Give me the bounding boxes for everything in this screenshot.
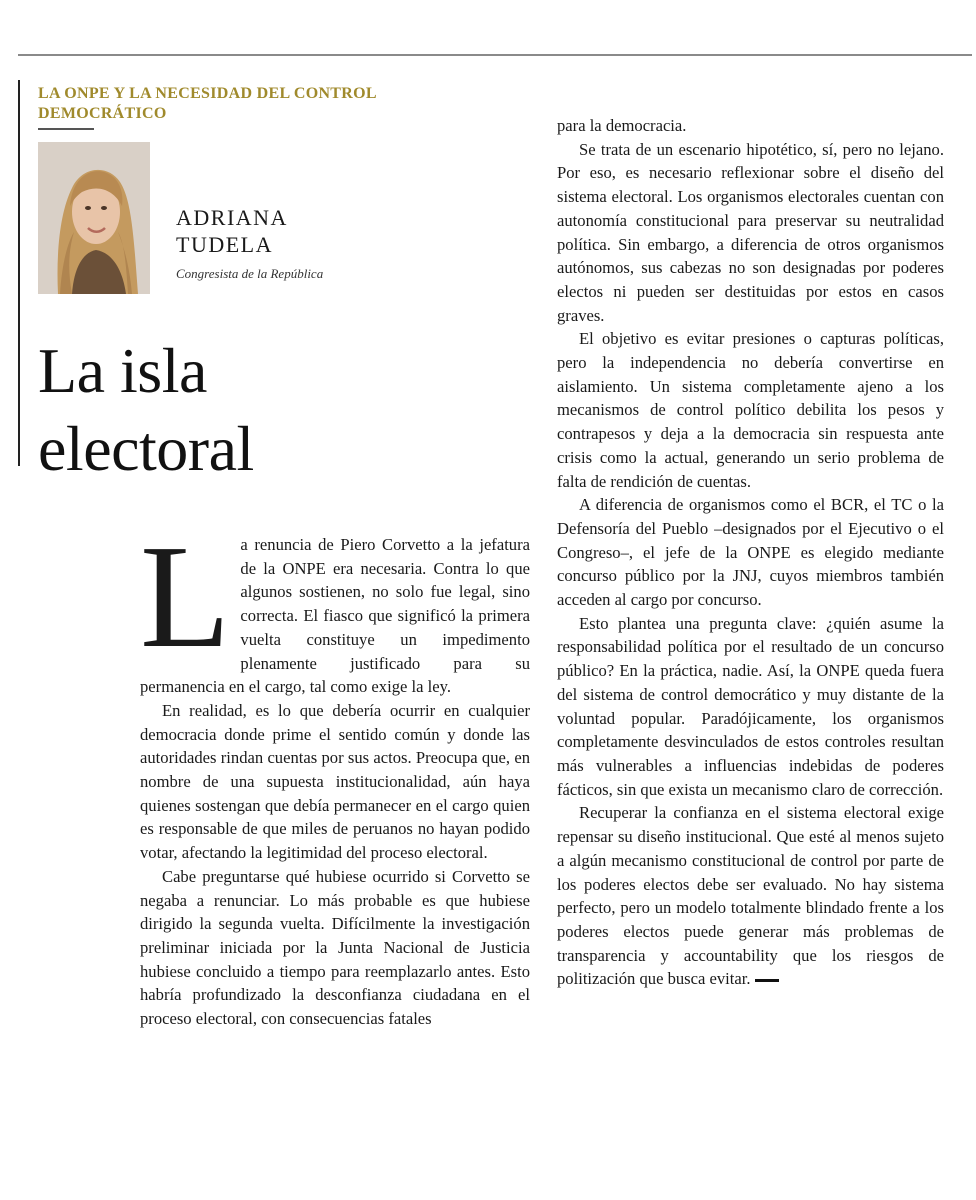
author-portrait-icon (38, 142, 150, 294)
kicker-rule (38, 128, 94, 130)
paragraph-3: Cabe preguntarse qué hubiese ocurrido si Corvetto se negaba a renunciar. Lo más probable es que hubiese dirigido la segunda vuelta. Difícilmente la investigación preliminar iniciada por la Junta Nacional de Justicia hubiese concluido a tiempo para reemplazarlo antes. Esto habría profundizado la desconfianza ciudadana en el proceso electoral, con consecuencias fatales (140, 866, 530, 1029)
author-photo (38, 142, 150, 294)
paragraph-7: Esto plantea una pregunta clave: ¿quién asume la responsabilidad política por el resultado de un concurso público? En la práctica, nadie. Así, la ONPE queda fuera del sistema de control democrático y muy distante de la voluntad popular. Paradójicamente, los organismos completamente desvinculados de estos controles resultan más vulnerables a influencias indebidas de poderes fácticos, sin que exista un mecanismo claro de corrección. (557, 613, 944, 799)
author-name (176, 204, 288, 258)
author-role: Congresista de la República (176, 266, 324, 281)
paragraph-8-text: Recuperar la confianza en el sistema electoral exige repensar su diseño institucional. Que esté al menos sujeto a algún mecanismo constitucional de control por parte de los poderes electos debe ser evaluado. No hay sistema perfecto, pero un modelo totalmente blindado frente a los poderes electos puede generar más problemas de transparencia y accountability que los riesgos de politización que busca evitar. (557, 803, 944, 989)
drop-cap: L (140, 515, 231, 679)
headline-line-1: La isla (38, 335, 207, 406)
paragraph-6: A diferencia de organismos como el BCR, el TC o la Defensoría del Pueblo –designados por el Ejecutivo o el Congreso–, el jefe de la ONPE es elegido mediante concurso público por la JNJ, cuyos miembros también acceden al cargo por concurso. (557, 495, 944, 610)
top-rule (18, 54, 972, 56)
author-first-name: ADRIANA (176, 205, 288, 230)
paragraph-1 (140, 515, 530, 699)
end-mark-icon (755, 979, 779, 982)
author-last-name: TUDELA (176, 232, 273, 257)
headline-line-2: electoral (38, 413, 254, 484)
headline (38, 332, 518, 488)
left-rule (18, 80, 20, 466)
column-left (140, 515, 530, 1031)
paragraph-5: El objetivo es evitar presiones o capturas políticas, pero la independencia no debería convertirse en aislamiento. Un sistema completamente ajeno a los mecanismos de control político debilita los pesos y contrapesos y deja a la democracia sin respuesta ante crisis como la actual, generando un serio problema de falta de rendición de cuentas. (557, 329, 944, 491)
paragraph-4: Se trata de un escenario hipotético, sí, pero no lejano. Por eso, es necesario reflexionar sobre el diseño del sistema electoral. Los organismos electorales cuentan con autonomía constitucional para preservar su neutralidad política. Sin embargo, a diferencia de otros organismos autónomos, sus cabezas no son designadas por poderes electos ni pueden ser destituidas por estos en casos graves. (557, 139, 944, 325)
paragraph-2: En realidad, es lo que debería ocurrir en cualquier democracia donde prime el sentido común y donde las autoridades rindan cuentas por sus actos. Preocupa que, en nombre de una supuesta institucionalidad, aún haya quienes sostengan que debía permanecer en el cargo quien es responsable de que miles de peruanos no hayan podido votar, afectando la legitimidad del proceso electoral. (140, 700, 530, 863)
paragraph-8 (557, 801, 944, 991)
paragraph-3-continued: para la democracia. (557, 116, 687, 135)
section-kicker: LA ONPE Y LA NECESIDAD DEL CONTROL DEMOCRÁTICO (38, 85, 376, 122)
column-right (557, 114, 944, 991)
paragraph-1-text: a renuncia de Piero Corvetto a la jefatura de la ONPE era necesaria. Contra lo que algunos sostienen, no solo fue legal, sino correcta. El fiasco que significó la primera vuelta constituye un impedimento plenamente justificado para su permanencia en el cargo, tal como exige la ley. (140, 535, 530, 697)
